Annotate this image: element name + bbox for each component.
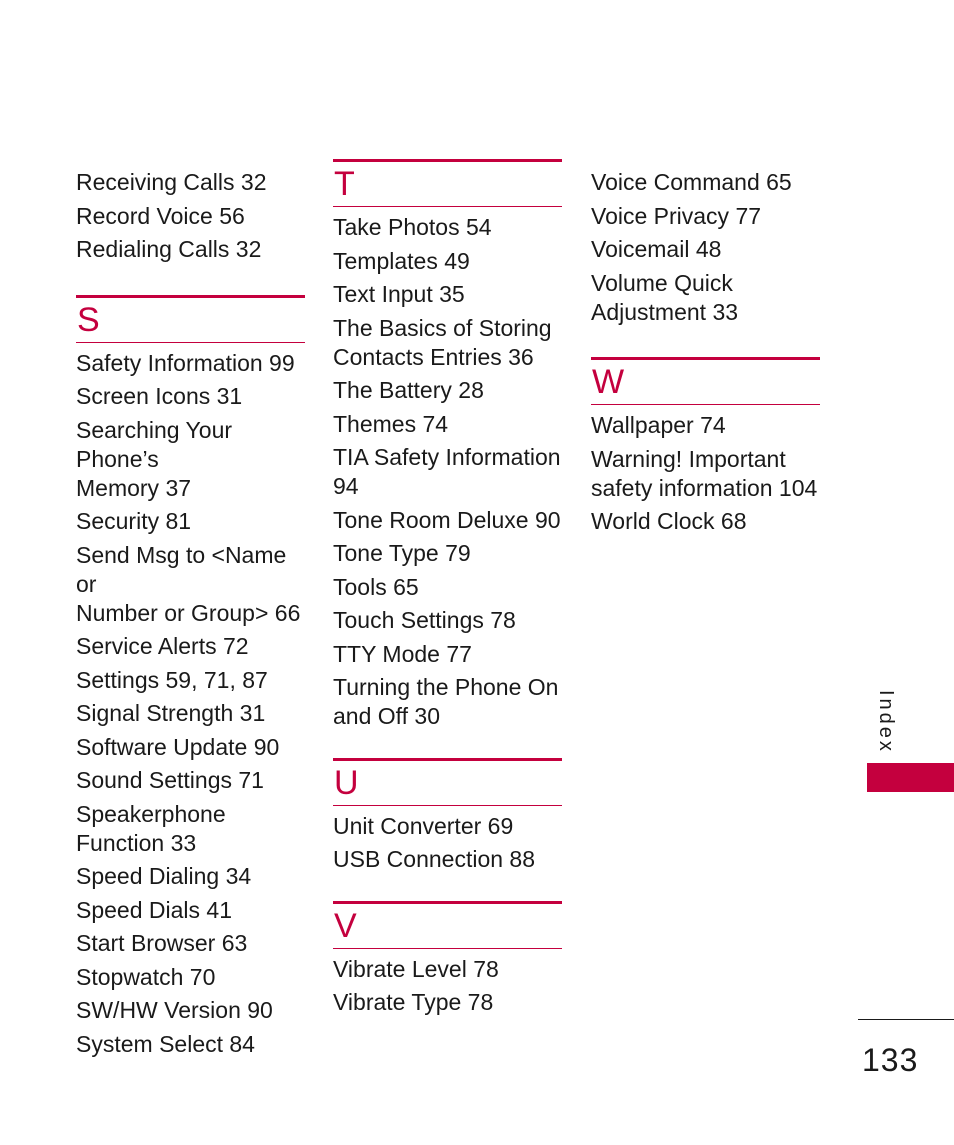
section-rule-bottom: [333, 948, 562, 949]
index-entry: Speed Dials 41: [76, 896, 232, 923]
index-entry: Tone Type 79: [333, 540, 471, 566]
section-rule-bottom: [333, 206, 562, 207]
index-section: [333, 901, 562, 1018]
index-column-3: [591, 168, 820, 541]
index-entry: Speakerphone Function 33: [76, 800, 226, 856]
index-entry: Security 81: [76, 508, 192, 534]
index-entry: Speed Dialing 34: [76, 863, 252, 889]
index-entry: Voice Privacy 77: [591, 202, 762, 229]
index-section: [333, 758, 562, 875]
section-letter: V: [334, 906, 357, 945]
section-gap: [76, 269, 305, 295]
index-entry: Tone Room Deluxe 90: [333, 506, 561, 533]
index-entry: Unit Converter 69: [333, 812, 514, 839]
index-entry: Touch Settings 78: [333, 607, 516, 633]
index-entry: Start Browser 63: [76, 930, 248, 956]
section-letter: S: [77, 300, 100, 339]
index-entry: Themes 74: [333, 410, 449, 437]
index-entry: Stopwatch 70: [76, 963, 216, 990]
index-entry: Text Input 35: [333, 281, 465, 307]
index-entry: Volume Quick Adjustment 33: [591, 269, 739, 325]
index-entry: Screen Icons 31: [76, 383, 243, 409]
section-letter: W: [592, 363, 625, 401]
index-entry: TIA Safety Information 94: [333, 444, 561, 499]
index-entry: Wallpaper 74: [591, 412, 726, 438]
index-entry: Safety Information 99: [76, 349, 295, 376]
index-tab-marker: [867, 763, 954, 792]
index-entry: The Basics of Storing Contacts Entries 36: [333, 314, 552, 370]
index-entry: Warning! Important safety information 104: [591, 445, 818, 501]
index-entry: Searching Your Phone’s Memory 37: [76, 416, 233, 501]
section-letter: T: [334, 165, 355, 203]
section-rule-bottom: [76, 342, 305, 343]
index-entry: TTY Mode 77: [333, 640, 472, 667]
section-gap: [591, 331, 820, 357]
index-entry: System Select 84: [76, 1030, 255, 1057]
index-section: [333, 159, 562, 731]
index-entry: Voicemail 48: [591, 236, 722, 262]
index-entry: Templates 49: [333, 247, 470, 274]
index-section: [76, 295, 305, 1059]
index-entry: The Battery 28: [333, 377, 484, 403]
index-column-2: [333, 159, 562, 1022]
index-entry: SW/HW Version 90: [76, 997, 273, 1023]
index-entry: Sound Settings 71: [76, 767, 264, 793]
index-tab-label: Index: [875, 690, 897, 754]
index-entry: Tools 65: [333, 573, 419, 600]
section-rule-bottom: [333, 805, 562, 806]
index-entry: World Clock 68: [591, 508, 747, 534]
index-entry: Take Photos 54: [333, 214, 492, 240]
index-entry: Service Alerts 72: [76, 633, 249, 659]
index-entry: Software Update 90: [76, 733, 280, 760]
index-column-1: [76, 168, 305, 1063]
index-entry: Send Msg to <Name or Number or Group> 66: [76, 541, 301, 626]
index-entry: Record Voice 56: [76, 202, 245, 229]
footer-rule: [858, 1019, 954, 1020]
index-entry: Receiving Calls 32: [76, 169, 267, 195]
index-entry: Settings 59, 71, 87: [76, 666, 268, 693]
index-entry: Vibrate Type 78: [333, 989, 494, 1015]
index-entry: Turning the Phone On and Off 30: [333, 674, 559, 729]
index-entry: Voice Command 65: [591, 169, 792, 195]
index-entry: Signal Strength 31: [76, 700, 266, 726]
section-gap: [333, 736, 562, 758]
index-entry: USB Connection 88: [333, 846, 536, 872]
section-gap: [333, 879, 562, 901]
index-entry: Vibrate Level 78: [333, 955, 499, 982]
page-number: 133: [862, 1042, 919, 1078]
section-rule-bottom: [591, 404, 820, 405]
index-entry: Redialing Calls 32: [76, 236, 262, 262]
section-letter: U: [334, 763, 359, 802]
index-section: [591, 357, 820, 536]
